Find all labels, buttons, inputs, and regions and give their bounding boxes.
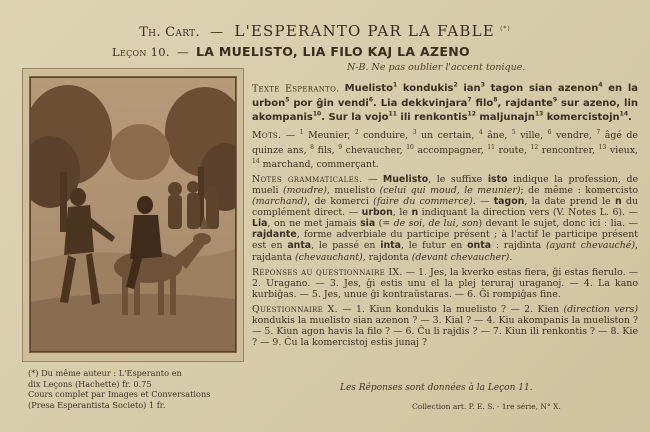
reponses-note: Les Réponses sont données à la Leçon 11.	[340, 383, 533, 393]
illustration-frame	[22, 68, 244, 362]
header-dash: —	[210, 25, 225, 40]
collection-line: Collection art. P. E. S. - 1re série, N° X.	[412, 402, 561, 411]
caption-line-2: dix Leçons (Hachette) fr. 0.75	[28, 378, 152, 389]
header-line	[0, 22, 650, 40]
questionnaire-content: — 1. Kiun kondukis la muelisto ? — 2. Kien (direction vers) kondukis la muelisto sian azenon ? — 3. Kial ? — 4. Kiu akompanis la mueliston ? — 5. Kiun agon havis la filo ? — 6. Ĉu li rajdis ? — 7. Kiun ili renkontis ? — 8. Kie ? — 9. Ĉu la komercistoj estis junaj ?	[252, 303, 639, 349]
caption-line-1: (*) Du même auteur : L'Esperanto en	[28, 368, 182, 378]
mots-section	[252, 127, 638, 170]
texte-content: Muelisto$^1$ kondukis$^2$ ian$^3$ tagon sian azenon$^4$ en la urbon$^5$ por ĝin vendi$^6$. Lia dekkvinjara$^7$ filo$^8$, rajdante$^9$ sur azeno, lin akompanis$^{10}$. Sur la vojo$^{11}$ ili renkontis$^{12}$ maljunajn$^{13}$ komercistojn$^{14}$.	[252, 82, 638, 124]
lesson-line	[112, 44, 470, 59]
tonic-accent-note: N-B. Ne pas oublier l'accent tonique.	[347, 62, 526, 73]
lesson-body	[252, 80, 638, 352]
reponses-content: — 1. Jes, la kverko estas fiera, ĝi estas fierulo. — 2. Uragano. — 3. Jes, ĝi estis unu el la plej teruraj uraganoj. — 4. La kano kurbiĝas. — 5. Jes, unue ĝi kontraŭstaras. — 6. Ĝi rompiĝas fine.	[252, 266, 638, 300]
texte-esperanto-section	[252, 80, 638, 123]
questionnaire-section	[252, 304, 638, 348]
mots-label: Mots.	[252, 130, 282, 142]
texte-label: Texte Esperanto.	[252, 83, 340, 95]
notes-label: Notes grammaticales.	[252, 173, 363, 185]
author: Th. Cart.	[139, 25, 200, 40]
lesson-dash: —	[177, 45, 189, 59]
mots-content: — $^1$ Meunier, $^2$ conduire, $^3$ un certain, $^4$ âne, $^5$ ville, $^6$ vendre, $^7$ âgé de quinze ans, $^8$ fils, $^9$ chevaucher, $^{10}$ accompagner, $^{11}$ route, $^{12}$ rencontrer, $^{13}$ vieux, $^{14}$ marchand, commerçant.	[252, 129, 638, 170]
notes-section	[252, 174, 638, 263]
reponses-label: Réponses au questionnaire IX.	[252, 266, 403, 278]
caption-line-3: Cours complet par Images et Conversations	[28, 389, 211, 399]
caption-line-4: (Presa Esperantista Societo) 1 fr.	[28, 399, 166, 410]
footnote-caption	[28, 368, 243, 410]
questionnaire-label: Questionnaire X.	[252, 303, 338, 315]
notes-content: — Muelisto, le suffixe isto indique la profession, de mueli (moudre), muelisto (celui qui moud, le meunier); de même : komercisto (marchand), de komerci (faire du commerce). — tagon, la date prend le n du complément direct. — urbon, le n indiquant la direction vers (V. Notes L. 6). — Lia, on ne met jamais sia (= de soi, de lui, son) devant le sujet, donc ici : lia. — rajdante, forme adverbiale du participe présent ; à l'actif le participe présent est en anta, le passé en inta, le futur en onta : rajdinta (ayant chevauché), rajdanta (chevauchant), rajdonta (devant chevaucher).	[252, 173, 639, 263]
lesson-title: LA MUELISTO, LIA FILO KAJ LA AZENO	[195, 44, 470, 59]
page-title: L'ESPERANTO PAR LA FABLE	[234, 22, 495, 40]
title-footnote-mark: (*)	[500, 25, 511, 33]
engraving-image	[30, 77, 236, 352]
reponses-section	[252, 267, 638, 300]
illustration	[29, 76, 237, 353]
lesson-number: Leçon 10.	[112, 45, 170, 59]
